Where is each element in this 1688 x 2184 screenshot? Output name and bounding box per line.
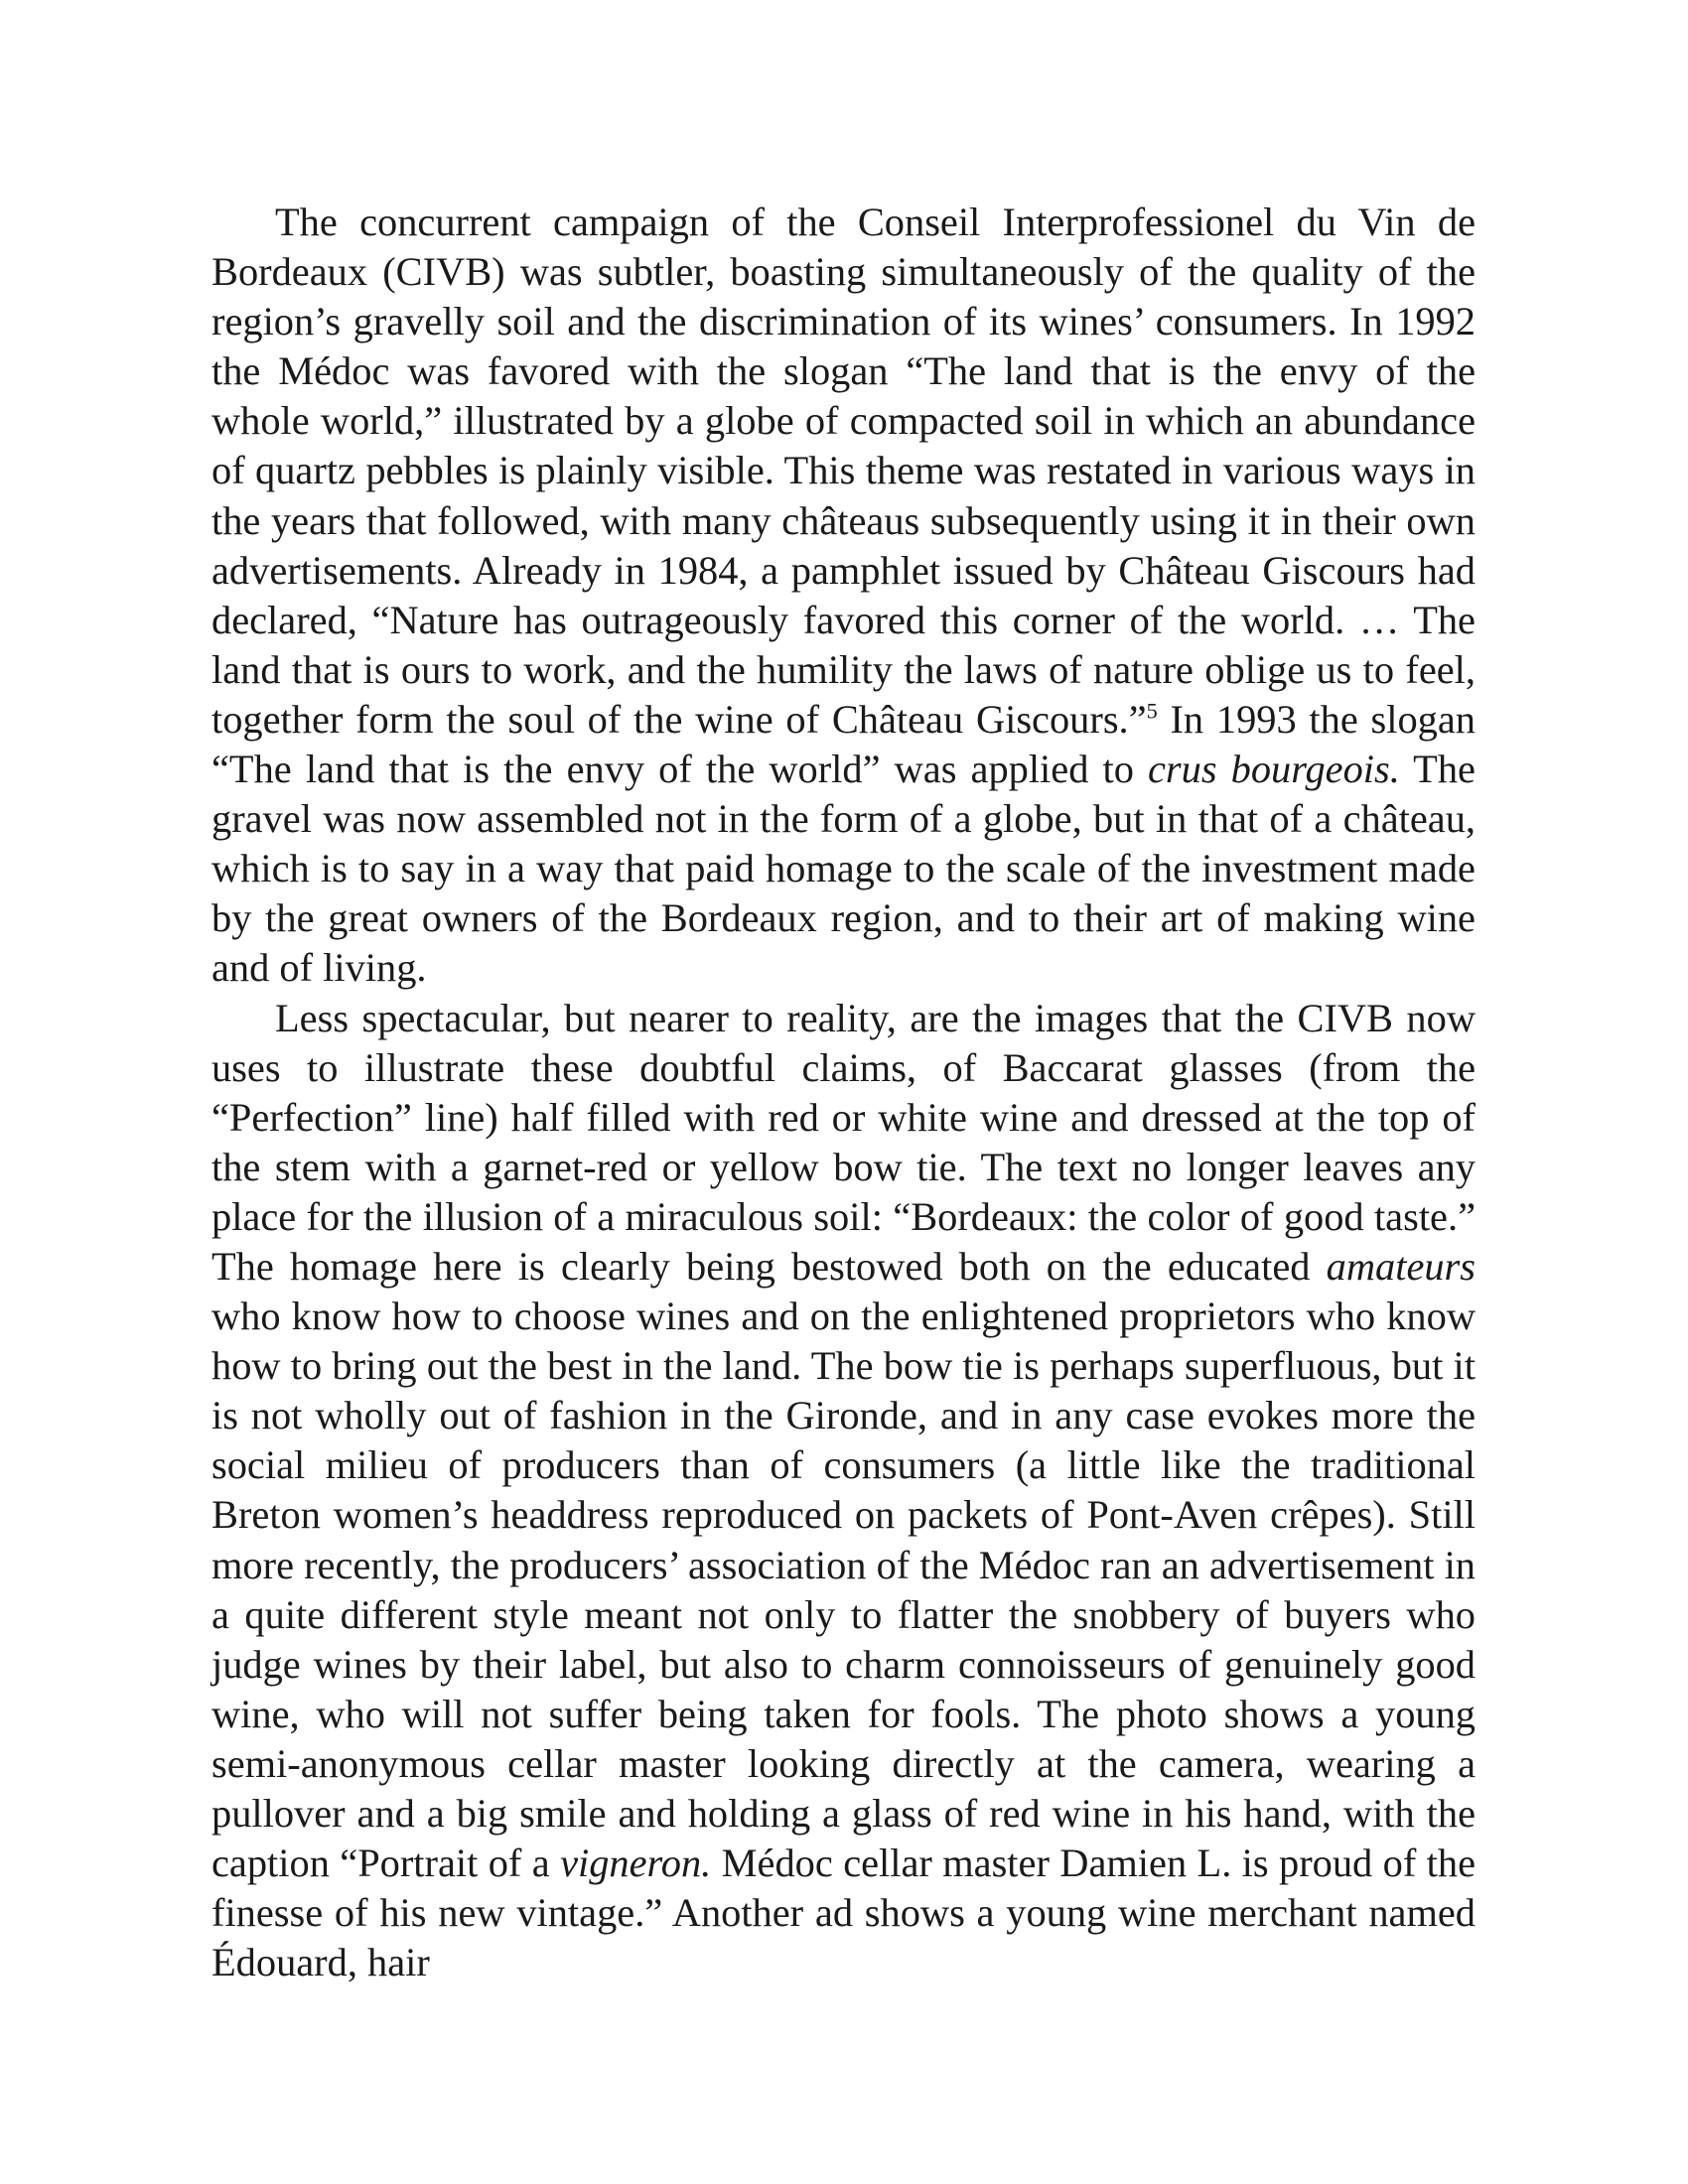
paragraph-text: who know how to choose wines and on the enlightened proprietors who know how to bring out the best in the land. The bow tie is perhaps superfluous, but it is not wholly out of fashion in the Gironde, and in any case evokes more the social milieu of producers than of consumers (a little like the traditional Breton women’s headdress reproduced on packets of Pont-Aven crêpes). Still more recently, the producers’ association of the Médoc ran an advertisement in a quite different style meant not only to flatter the snobbery of buyers who judge wines by their label, but also to charm connoisseurs of genuinely good wine, who will not suffer being taken for fools. The photo shows a young semi-anonymous cellar master looking directly at the camera, wearing a pullover and a big smile and holding a glass of red wine in his hand, with the caption “Portrait of a — [211, 1294, 1476, 1886]
paragraph-text: The gravel was now assembled not in the form of a globe, but in that of a château, which is to say in a way that paid homage to the scale of the investment made by the great owners of the Bordeaux region, and to their art of making wine and of living. — [211, 747, 1476, 991]
italic-term: vigneron. — [560, 1841, 712, 1886]
paragraph-civb-campaign — [211, 198, 1476, 994]
italic-term: crus bourgeois. — [1148, 747, 1400, 792]
document-page — [211, 198, 1476, 1987]
italic-term: amateurs — [1326, 1243, 1476, 1289]
paragraph-text: Médoc cellar master Damien L. is proud of the finesse of his new vintage.” Another ad shows a young wine merchant named Édouard, hair — [211, 1841, 1476, 1985]
paragraph-baccarat-images — [211, 994, 1476, 1988]
paragraph-text: Less spectacular, but nearer to reality, are the images that the CIVB now uses to illustrate these doubtful claims, of Baccarat glasses (from the “Perfection” line) half filled with red or white wine and dressed at the top of the stem with a garnet-red or yellow bow tie. The text no longer leaves any place for the illusion of a miraculous soil: “Bordeaux: the color of good taste.” The homage here is clearly being bestowed both on the educated — [211, 995, 1476, 1289]
paragraph-text: In 1993 the slogan “The land that is the envy of the world” was applied to — [211, 696, 1476, 792]
paragraph-text: The concurrent campaign of the Conseil Interprofessionel du Vin de Bordeaux (CIVB) was subtler, boasting simultaneously of the quality of the region’s gravelly soil and the discrimination of its wines’ consumers. In 1992 the Médoc was favored with the slogan “The land that is the envy of the whole world,” illustrated by a globe of compacted soil in which an abundance of quartz pebbles is plainly visible. This theme was restated in various ways in the years that followed, with many châteaus subsequently using it in their own advertisements. Already in 1984, a pamphlet issued by Château Giscours had declared, “Nature has outrageously favored this corner of the world. … The land that is ours to work, and the humility the laws of nature oblige us to feel, together form the soul of the wine of Château Giscours.” — [211, 200, 1476, 742]
footnote-marker: 5 — [1146, 698, 1158, 724]
